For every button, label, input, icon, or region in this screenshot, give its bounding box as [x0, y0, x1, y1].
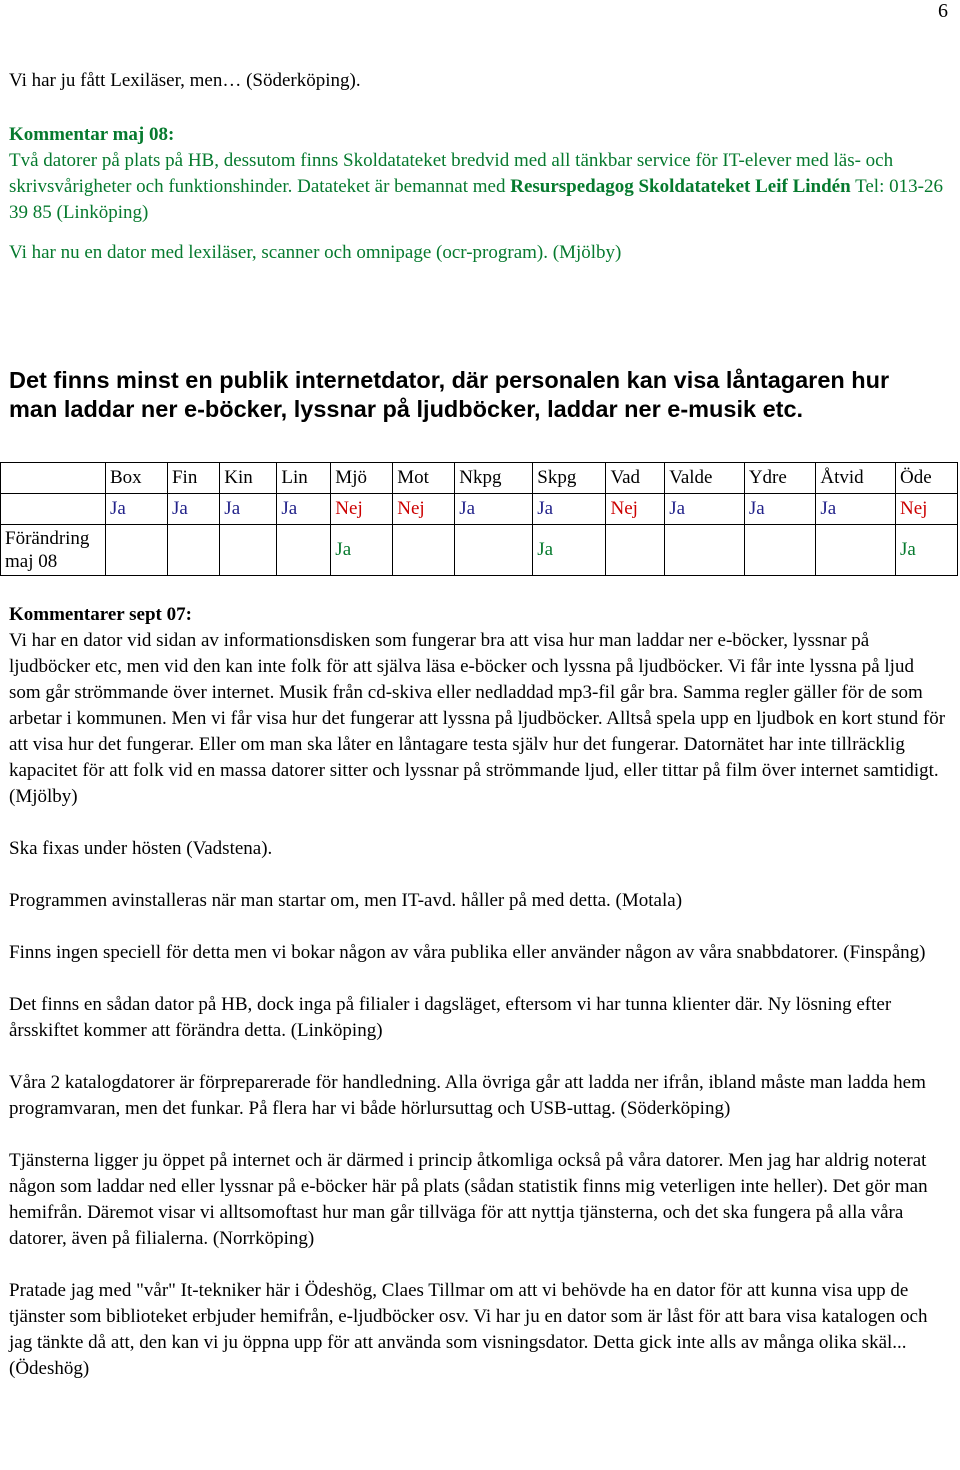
- table-answer-cell: Ja: [455, 494, 533, 525]
- table-header-cell: Skpg: [533, 463, 606, 494]
- intro-text: Vi har ju fått Lexiläser, men… (Söderköping).: [9, 70, 361, 91]
- survey-table: [0, 462, 958, 576]
- table-answer-cell: Nej: [896, 494, 958, 525]
- table-answer-cell: Ja: [665, 494, 745, 525]
- table-header-cell: Ydre: [744, 463, 816, 494]
- kommentar-maj-text: [9, 148, 950, 226]
- table-header-cell: Åtvid: [816, 463, 896, 494]
- table-header-cell: Nkpg: [455, 463, 533, 494]
- table-corner-cell: [1, 463, 106, 494]
- kommentar-maj-line2: Vi har nu en dator med lexiläser, scanner och omnipage (ocr-program). (Mjölby): [9, 242, 622, 263]
- comment-paragraph: Våra 2 katalogdatorer är förpreparerade för handledning. Alla övriga går att ladda ner ifrån, ibland måste man ladda hem programvaran, men det funkar. På flera har vi både hörlursuttag och USB-uttag. (Söderköping): [9, 1072, 926, 1119]
- kommentarer-sept: [9, 602, 950, 1382]
- table-change-cell: [455, 525, 533, 576]
- table-answer-cell: Ja: [744, 494, 816, 525]
- kommentar-maj-text-a: Två datorer på plats på HB, dessutom finns Skoldatateket bredvid med all tänkbar service för IT-elever med läs- och skrivsvårigheter och funktionshinder. Datateket är bemannat med: [9, 150, 894, 197]
- comment-paragraph: Programmen avinstalleras när man startar om, men IT-avd. håller på med detta. (Motala): [9, 890, 683, 911]
- page-number: 6: [938, 0, 948, 22]
- table-change-label: Förändring maj 08: [1, 525, 106, 576]
- table-change-cell: [106, 525, 168, 576]
- comment-paragraph: Vi har en dator vid sidan av informationsdisken som fungerar bra att visa hur man laddar ner e-böcker, lyssnar på ljudböcker etc, men vid den kan inte folk för att själva läsa e-böcker och lyssna på ljudböcker. Vi får inte lyssna på ljud som går strömmande över internet. Musik från cd-skiva eller nedladdad mp3-fil går bra. Samma regler gäller för de som arbetar i kommunen. Men vi får visa hur det fungerar att lyssna på ljudböcker. Alltså spela upp en ljudbok en kort stund för att visa hur det fungerar. Eller om man ska låter en låntagare testa själv hur det fungerar. Datornätet har inte tillräcklig kapacitet för att folk vid en massa datorer sitter och lyssnar på strömmande ljud, eller tittar på film över internet samtidigt. (Mjölby): [9, 630, 946, 807]
- table-header-cell: Fin: [167, 463, 219, 494]
- table-answer-cell: Ja: [167, 494, 219, 525]
- table-answer-cell: Ja: [277, 494, 331, 525]
- question-heading: Det finns minst en publik internetdator, där personalen kan visa låntagaren hur man laddar ner e-böcker, lyssnar på ljudböcker, laddar ner e-musik etc.: [9, 367, 890, 422]
- table-header-cell: Mjö: [331, 463, 393, 494]
- kommentarer-sept-heading: Kommentarer sept 07:: [9, 604, 192, 625]
- kommentar-maj-contact: Resurspedagog Skoldatateket Leif Lindén: [510, 176, 851, 197]
- table-header-cell: Valde: [665, 463, 745, 494]
- table-change-cell: [816, 525, 896, 576]
- comment-paragraph: Det finns en sådan dator på HB, dock inga på filialer i dagsläget, eftersom vi har tunna klienter där. Ny lösning efter årsskiftet kommer att förändra detta. (Linköping): [9, 994, 892, 1041]
- table-change-cell: [167, 525, 219, 576]
- table-header-row: [1, 463, 958, 494]
- table-answer-label: [1, 494, 106, 525]
- table-answer-cell: Ja: [816, 494, 896, 525]
- comment-paragraph: Finns ingen speciell för detta men vi bokar någon av våra publika eller använder någon av våra snabbdatorer. (Finspång): [9, 942, 926, 963]
- table-header-cell: Box: [106, 463, 168, 494]
- table-answer-cell: Ja: [220, 494, 277, 525]
- table-answer-cell: Nej: [393, 494, 455, 525]
- table-answer-row: [1, 494, 958, 525]
- table-change-cell: [665, 525, 745, 576]
- comment-paragraph: Ska fixas under hösten (Vadstena).: [9, 838, 273, 859]
- table-change-row: [1, 525, 958, 576]
- kommentar-maj-text-b: Tel: 013-26 39 85 (Linköping): [9, 176, 943, 223]
- table-change-cell: [277, 525, 331, 576]
- table-answer-cell: Nej: [606, 494, 665, 525]
- table-header-cell: Öde: [896, 463, 958, 494]
- table-answer-cell: Nej: [331, 494, 393, 525]
- table-header-cell: Lin: [277, 463, 331, 494]
- table-header-cell: Vad: [606, 463, 665, 494]
- table-change-cell: Ja: [896, 525, 958, 576]
- comment-paragraph: Pratade jag med "vår" It-tekniker här i Ödeshög, Claes Tillmar om att vi behövde ha en dator för att kunna visa upp de tjänster som biblioteket erbjuder hemifrån, e-ljudböcker osv. Vi har ju en dator som är låst för att bara visa katalogen och jag tänkte då att, den kan vi ju öppna upp för att använda som visningsdator. Detta gick inte alls av många olika skäl... (Ödeshög): [9, 1280, 928, 1379]
- table-change-cell: Ja: [533, 525, 606, 576]
- table-change-cell: [220, 525, 277, 576]
- table-answer-cell: Ja: [533, 494, 606, 525]
- table-header-cell: Kin: [220, 463, 277, 494]
- table-change-cell: Ja: [331, 525, 393, 576]
- kommentar-maj: [9, 122, 950, 266]
- table-change-cell: [393, 525, 455, 576]
- table-change-cell: [744, 525, 816, 576]
- comment-paragraph: Tjänsterna ligger ju öppet på internet och är därmed i princip åtkomliga också på våra datorer. Men jag har aldrig noterat någon som laddar ned eller lyssnar på e-böcker här på plats (sådan statistik finns mig veterligen inte heller). Det gör man hemifrån. Däremot visar vi alltsomoftast hur man går tillväga för att nyttja tjänsterna, och det ska fungera på alla våra datorer, även på filialerna. (Norrköping): [9, 1150, 928, 1249]
- table-change-cell: [606, 525, 665, 576]
- table-header-cell: Mot: [393, 463, 455, 494]
- table-answer-cell: Ja: [106, 494, 168, 525]
- kommentar-maj-heading: Kommentar maj 08:: [9, 124, 175, 145]
